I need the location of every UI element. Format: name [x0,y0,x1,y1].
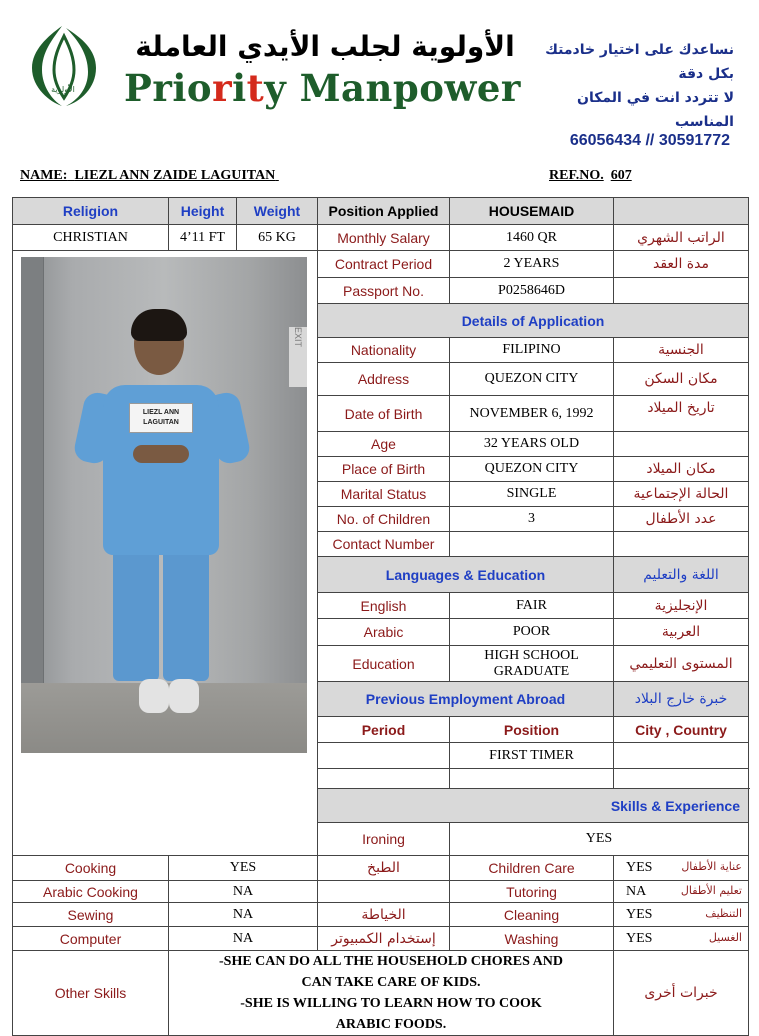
religion-header: Religion [13,198,169,225]
age-label: Age [318,432,450,457]
header-row [13,198,749,225]
marital-status-label: Marital Status [318,482,450,507]
skill-cleaning-label: Cleaning [450,903,614,927]
languages-title-arabic: اللغة والتعليم [614,557,749,593]
salary-label: Monthly Salary [318,225,450,251]
other-skills-row [13,951,749,1036]
skill-washing-value: YES الغسيل [614,927,749,951]
contact-number-label: Contact Number [318,532,450,557]
phone-numbers: 66056434 // 30591772 [569,132,730,149]
employment-country [614,743,749,769]
passport-value: P0258646D [450,278,614,304]
passport-label-arabic [614,278,749,304]
period-header: Period [318,717,450,743]
skill-row [13,881,749,903]
english-value: FAIR [450,593,614,619]
skill-row [13,856,749,881]
skill-cooking-arabic: الطبخ [318,856,450,881]
slogan [540,38,734,134]
contract-period-label: Contract Period [318,251,450,278]
other-skills-line: ARABIC FOODS. [335,1017,447,1032]
skill-cooking-label: Cooking [13,856,169,881]
skill-sewing-label: Sewing [13,903,169,927]
skills-title: Skills & Experience [318,789,749,823]
skill-cooking-value: YES [169,856,318,881]
salary-label-arabic: الراتب الشهري [614,225,749,251]
place-of-birth-label: Place of Birth [318,457,450,482]
nationality-value: FILIPINO [450,338,614,363]
logo-text: الأولوية [51,85,75,94]
weight-value: 65 KG [237,225,318,251]
children-value: 3 [450,507,614,532]
contract-row [13,225,749,251]
english-label-arabic: الإنجليزية [614,593,749,619]
reference-number: REF.NO. 607 [549,168,632,183]
place-of-birth-label-arabic: مكان الميلاد [614,457,749,482]
nationality-label: Nationality [318,338,450,363]
exit-sign: EXIT [289,327,307,387]
skill-sewing-value: NA [169,903,318,927]
other-skills-label: Other Skills [13,951,169,1036]
children-label: No. of Children [318,507,450,532]
empty-cell [614,198,749,225]
contract-period-label-arabic: مدة العقد [614,251,749,278]
passport-label: Passport No. [318,278,450,304]
arabic-label: Arabic [318,619,450,646]
employment-position: FIRST TIMER [450,743,614,769]
details-title: Details of Application [318,304,749,338]
name-tag: LIEZL ANN LAGUITAN [129,403,193,433]
employment-title: Previous Employment Abroad [318,682,614,717]
nationality-label-arabic: الجنسية [614,338,749,363]
other-skills-line: -SHE IS WILLING TO LEARN HOW TO COOK [240,996,542,1011]
employment-title-arabic: خبرة خارج البلاد [614,682,749,717]
age-value: 32 YEARS OLD [450,432,614,457]
dob-label-arabic: تاريخ الميلاد [614,396,749,432]
photo-cell [13,251,318,856]
contract-row [13,251,749,278]
skill-computer-arabic: إستخدام الكمبيوتر [318,927,450,951]
slogan-line: نساعدك على اختيار خادمتك بكل دقة [545,42,734,82]
children-label-arabic: عدد الأطفال [614,507,749,532]
skill-tutoring-label: Tutoring [450,881,614,903]
position-header: Position [450,717,614,743]
address-value: QUEZON CITY [450,363,614,396]
position-label: Position Applied [318,198,450,225]
religion-value: CHRISTIAN [13,225,169,251]
place-of-birth-value: QUEZON CITY [450,457,614,482]
employment-position [450,769,614,789]
skill-ironing-label: Ironing [318,823,450,856]
address-label: Address [318,363,450,396]
skill-computer-value: NA [169,927,318,951]
education-label-arabic: المستوى التعليمي [614,646,749,682]
arabic-value: POOR [450,619,614,646]
letterhead [0,0,759,190]
country-header: City , Country [614,717,749,743]
education-value: HIGH SCHOOL GRADUATE [450,646,614,682]
skill-ironing-value: YES [450,823,749,856]
candidate-photo [21,257,307,753]
skill-computer-label: Computer [13,927,169,951]
priority-logo-icon [22,22,104,110]
dob-label: Date of Birth [318,396,450,432]
slogan-line: لا تتردد انت في المكان المناسب [577,90,734,130]
application-form [12,197,749,1036]
contact-number-label-arabic [614,532,749,557]
skill-childcare-value: YES عناية الأطفال [614,856,749,881]
education-label: Education [318,646,450,682]
skill-arabic-cooking-arabic [318,881,450,903]
skill-row [13,903,749,927]
other-skills-line: CAN TAKE CARE OF KIDS. [301,975,481,990]
marital-status-value: SINGLE [450,482,614,507]
contact-number-value [450,532,614,557]
skill-sewing-arabic: الخياطة [318,903,450,927]
salary-value: 1460 QR [450,225,614,251]
skill-washing-label: Washing [450,927,614,951]
other-skills-line: -SHE CAN DO ALL THE HOUSEHOLD CHORES AND [219,954,563,969]
position-value: HOUSEMAID [450,198,614,225]
languages-title: Languages & Education [318,557,614,593]
age-label-arabic [614,432,749,457]
dob-value: NOVEMBER 6, 1992 [450,396,614,432]
height-value: 4’11 FT [169,225,237,251]
skill-childcare-label: Children Care [450,856,614,881]
height-header: Height [169,198,237,225]
skill-arabic-cooking-value: NA [169,881,318,903]
employment-country [614,769,749,789]
english-label: English [318,593,450,619]
employment-period [318,769,450,789]
weight-header: Weight [237,198,318,225]
arabic-label-arabic: العربية [614,619,749,646]
skill-row [13,927,749,951]
skill-cleaning-value: YES التنظيف [614,903,749,927]
contract-period-value: 2 YEARS [450,251,614,278]
employment-period [318,743,450,769]
other-skills-arabic: خبرات أخرى [614,951,749,1036]
marital-status-label-arabic: الحالة الإجتماعية [614,482,749,507]
company-name-english: Priority Manpower [124,66,521,110]
skill-arabic-cooking-label: Arabic Cooking [13,881,169,903]
other-skills-text [169,951,614,1036]
candidate-name: NAME: LIEZL ANN ZAIDE LAGUITAN [20,168,276,183]
company-name-arabic: الأولوية لجلب الأيدي العاملة [135,30,515,63]
address-label-arabic: مكان السكن [614,363,749,396]
skill-tutoring-value: NA تعليم الأطفال [614,881,749,903]
